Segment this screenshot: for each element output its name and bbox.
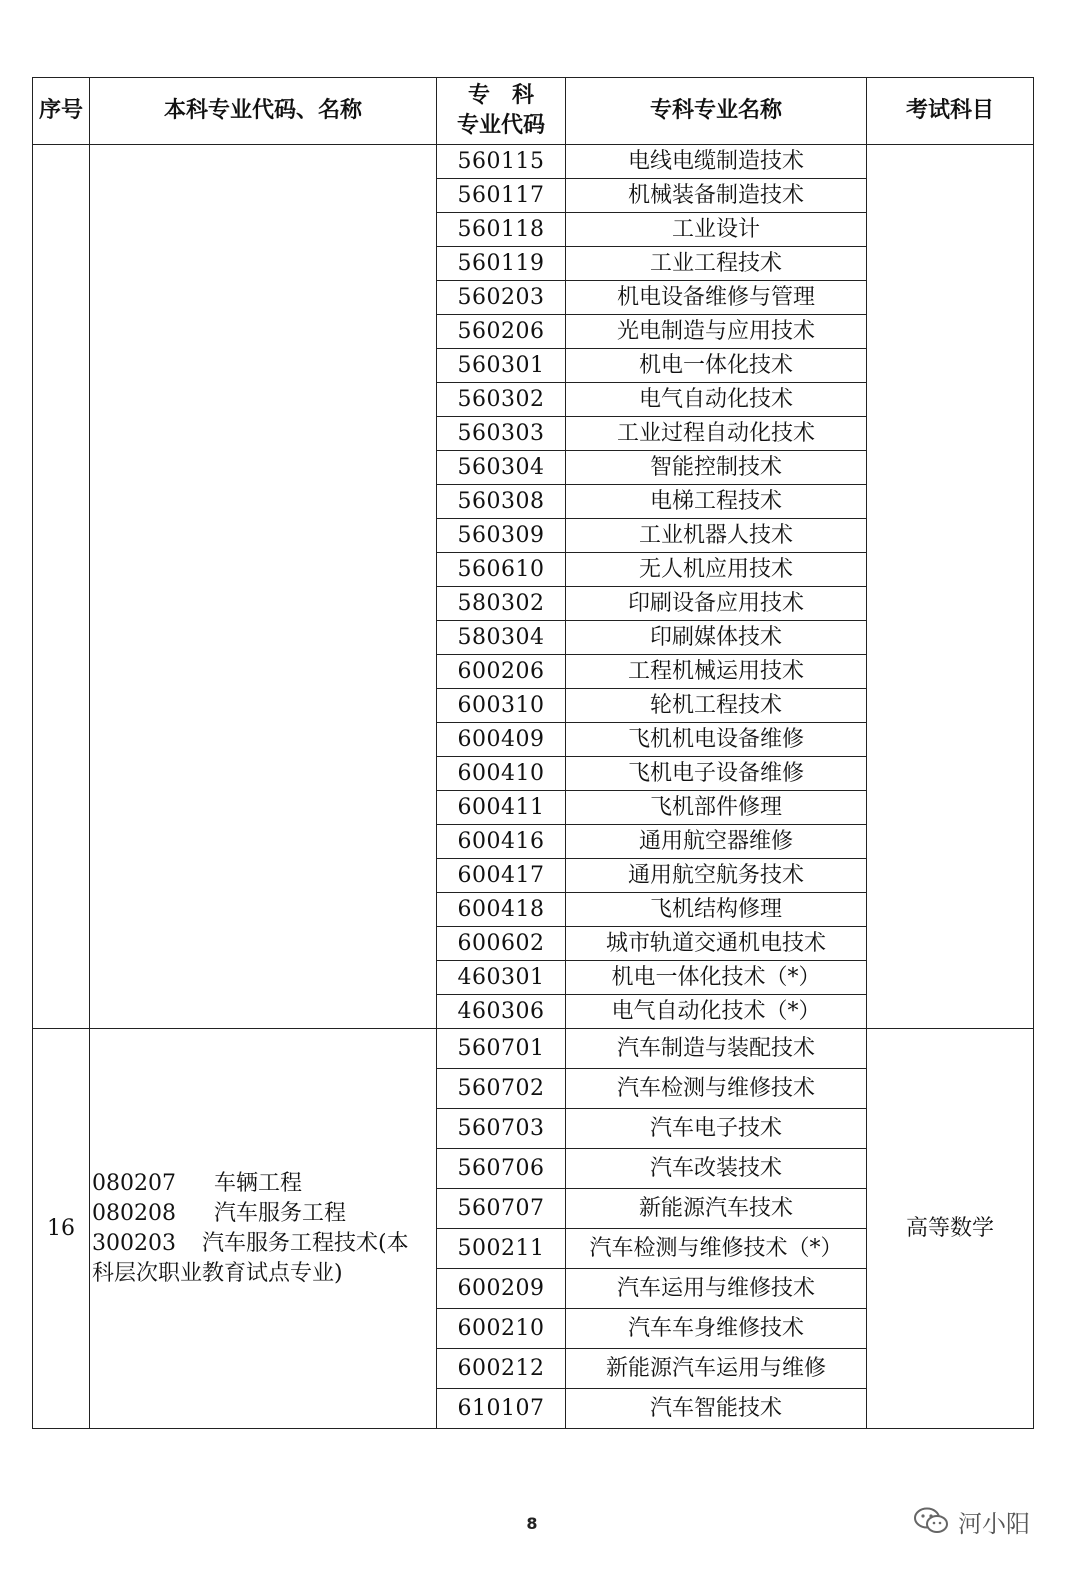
name-cell: 汽车智能技术 [566,1389,867,1429]
name-cell: 机械装备制造技术 [566,179,867,213]
code-cell: 560701 [437,1029,566,1069]
code-cell: 560309 [437,519,566,553]
name-cell: 通用航空航务技术 [566,859,867,893]
code-cell: 560303 [437,417,566,451]
code-cell: 600411 [437,791,566,825]
code-cell: 560304 [437,451,566,485]
code-cell: 560302 [437,383,566,417]
name-cell: 电气自动化技术 [566,383,867,417]
bachelor-major [92,1229,436,1259]
code-cell: 560610 [437,553,566,587]
name-cell: 电气自动化技术（*） [566,995,867,1029]
table-body [33,145,1034,1429]
name-cell: 机电一体化技术 [566,349,867,383]
name-cell: 工程机械运用技术 [566,655,867,689]
wechat-icon [912,1506,952,1536]
code-cell: 600310 [437,689,566,723]
bachelor-code: 080208 [92,1200,176,1226]
name-cell: 飞机机电设备维修 [566,723,867,757]
name-cell: 汽车运用与维修技术 [566,1269,867,1309]
header-code-line2: 专业代码 [456,113,545,138]
code-cell: 560702 [437,1069,566,1109]
header-code [437,78,566,145]
code-cell: 560115 [437,145,566,179]
name-cell: 飞机部件修理 [566,791,867,825]
code-cell: 560703 [437,1109,566,1149]
name-cell: 城市轨道交通机电技术 [566,927,867,961]
name-cell: 汽车检测与维修技术 [566,1069,867,1109]
watermark [912,1504,1030,1538]
code-cell: 600206 [437,655,566,689]
table-row [33,145,1034,179]
name-cell: 智能控制技术 [566,451,867,485]
bachelor-name: 汽车服务工程 [213,1200,346,1226]
code-cell: 600409 [437,723,566,757]
name-cell: 新能源汽车运用与维修 [566,1349,867,1389]
name-cell: 光电制造与应用技术 [566,315,867,349]
name-cell: 印刷媒体技术 [566,621,867,655]
code-cell: 560308 [437,485,566,519]
header-seq: 序号 [33,78,90,145]
bachelor-code: 300203 [92,1230,176,1256]
code-cell: 560117 [437,179,566,213]
name-cell: 轮机工程技术 [566,689,867,723]
code-cell: 600416 [437,825,566,859]
header-subject: 考试科目 [867,78,1034,145]
code-cell: 560206 [437,315,566,349]
table-row [33,1029,1034,1069]
name-cell: 电线电缆制造技术 [566,145,867,179]
name-cell: 飞机结构修理 [566,893,867,927]
name-cell: 汽车改装技术 [566,1149,867,1189]
code-cell: 560706 [437,1149,566,1189]
name-cell: 汽车车身维修技术 [566,1309,867,1349]
seq-cell [33,145,90,1029]
name-cell: 工业设计 [566,213,867,247]
name-cell: 电梯工程技术 [566,485,867,519]
code-cell: 460301 [437,961,566,995]
name-cell: 印刷设备应用技术 [566,587,867,621]
bachelor-cell [90,145,437,1029]
code-cell: 600212 [437,1349,566,1389]
bachelor-code: 080207 [92,1170,176,1196]
code-cell: 600418 [437,893,566,927]
name-cell: 工业工程技术 [566,247,867,281]
seq-cell: 16 [33,1029,90,1429]
name-cell: 飞机电子设备维修 [566,757,867,791]
subject-cell: 高等数学 [867,1029,1034,1429]
bachelor-major [92,1169,436,1199]
name-cell: 汽车电子技术 [566,1109,867,1149]
name-cell: 机电一体化技术（*） [566,961,867,995]
code-cell: 460306 [437,995,566,1029]
subject-cell [867,145,1034,1029]
name-cell: 无人机应用技术 [566,553,867,587]
bachelor-major [92,1199,436,1229]
header-code-line1: 专 科 [467,83,534,108]
code-cell: 560119 [437,247,566,281]
code-cell: 600210 [437,1309,566,1349]
bachelor-name: 车辆工程 [213,1170,302,1196]
code-cell: 600417 [437,859,566,893]
code-cell: 580304 [437,621,566,655]
code-cell: 600410 [437,757,566,791]
code-cell: 560301 [437,349,566,383]
page-number: 8 [526,1514,538,1533]
code-cell: 600209 [437,1269,566,1309]
bachelor-name-continued: 科层次职业教育试点专业) [92,1260,343,1286]
name-cell: 通用航空器维修 [566,825,867,859]
name-cell: 工业过程自动化技术 [566,417,867,451]
major-mapping-table [32,77,1034,1429]
header-bachelor: 本科专业代码、名称 [90,78,437,145]
code-cell: 580302 [437,587,566,621]
name-cell: 机电设备维修与管理 [566,281,867,315]
name-cell: 汽车制造与装配技术 [566,1029,867,1069]
name-cell: 工业机器人技术 [566,519,867,553]
header-name: 专科专业名称 [566,78,867,145]
name-cell: 汽车检测与维修技术（*） [566,1229,867,1269]
code-cell: 500211 [437,1229,566,1269]
code-cell: 600602 [437,927,566,961]
code-cell: 560118 [437,213,566,247]
code-cell: 610107 [437,1389,566,1429]
watermark-text: 河小阳 [958,1509,1030,1538]
code-cell: 560707 [437,1189,566,1229]
table-header-row [33,78,1034,145]
name-cell: 新能源汽车技术 [566,1189,867,1229]
bachelor-cell [90,1029,437,1429]
code-cell: 560203 [437,281,566,315]
bachelor-name: 汽车服务工程技术(本 [201,1230,409,1256]
